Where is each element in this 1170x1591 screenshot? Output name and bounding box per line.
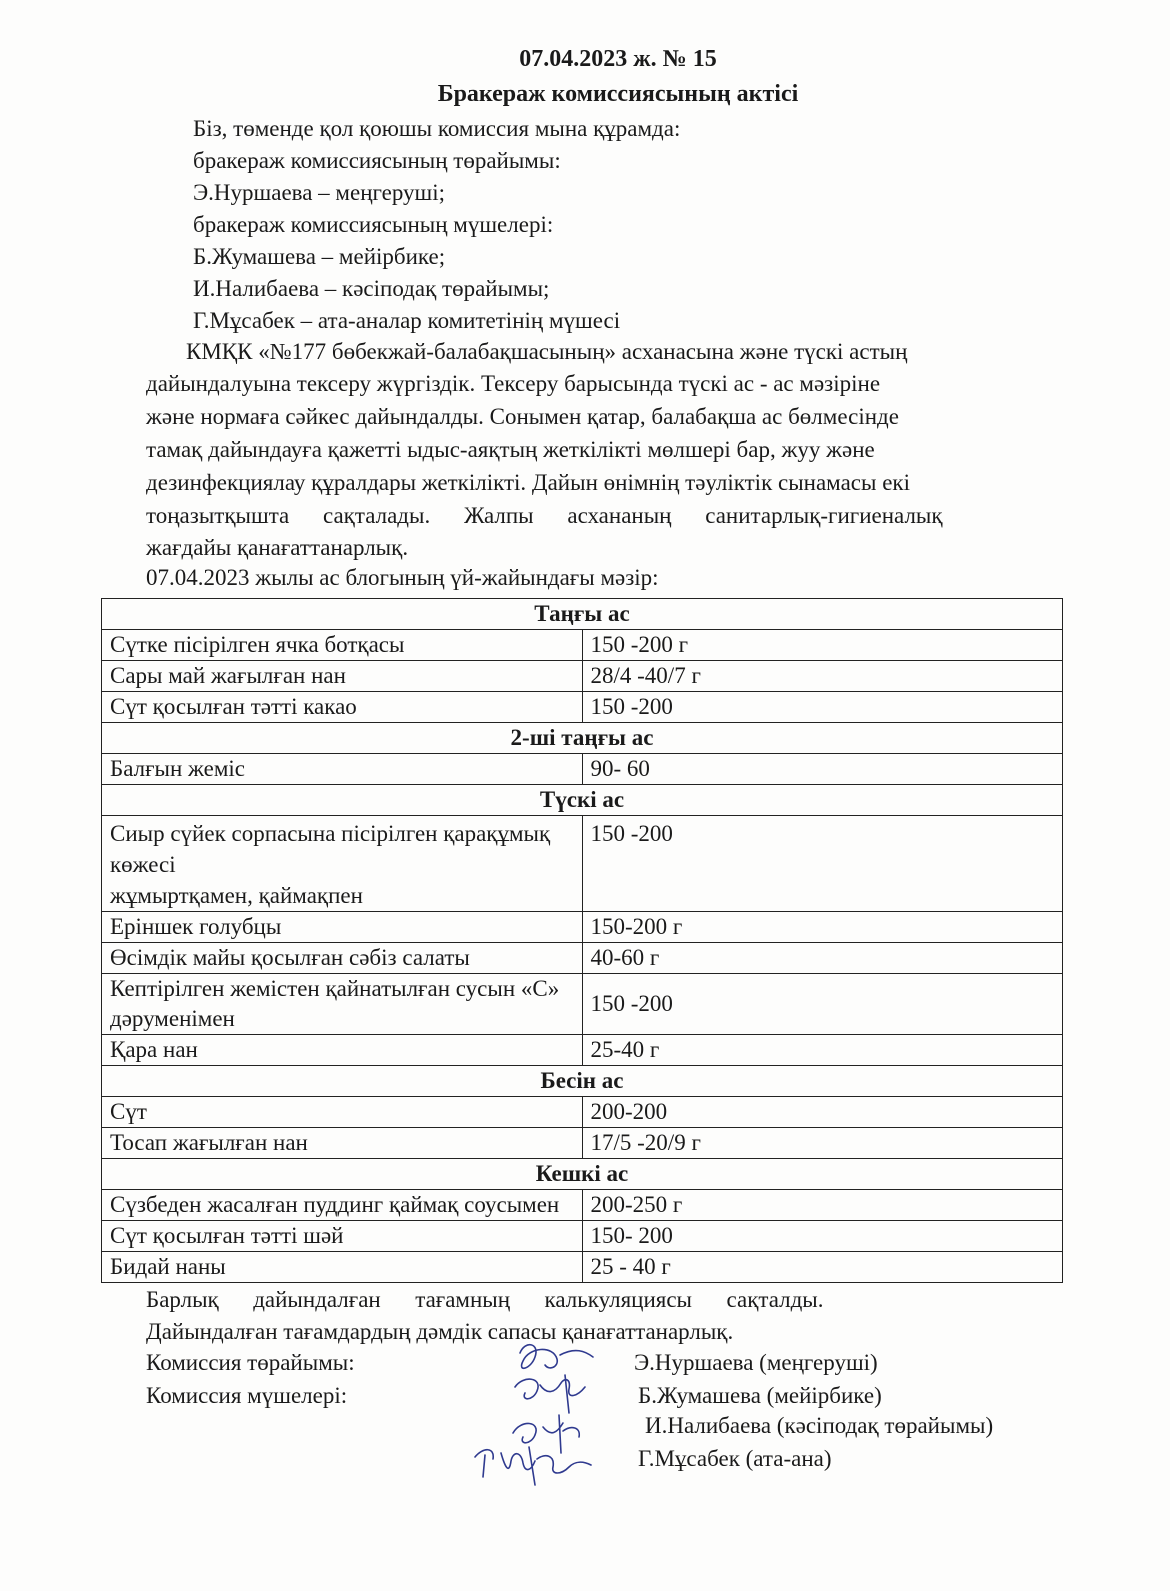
dish-quantity: 150-200 г (582, 912, 1063, 943)
table-section-row (102, 785, 1063, 816)
dish-quantity: 25 - 40 г (582, 1252, 1063, 1283)
table-row (102, 630, 1063, 661)
intro-line: бракераж комиссиясының төрайымы: (193, 148, 561, 173)
table-section-row (102, 1159, 1063, 1190)
table-row (102, 974, 1063, 1035)
signatory-name: Б.Жумашева (мейірбике) (638, 1383, 882, 1408)
dish-quantity: 150 -200 (582, 692, 1063, 723)
dish-quantity: 90- 60 (582, 754, 1063, 785)
table-row (102, 1221, 1063, 1252)
signatory-name: Г.Мұсабек (ата-ана) (638, 1446, 832, 1471)
section-dinner: Кешкі ас (102, 1159, 1063, 1190)
paragraph-line: және нормаға сәйкес дайындалды. Сонымен қатар, балабақша ас бөлмесінде (146, 404, 899, 429)
dish-name: Сары май жағылған нан (102, 661, 583, 692)
dish-name-line: жұмыртқамен, қаймақпен (110, 883, 363, 908)
intro-line: Г.Мұсабек – ата-аналар комитетінің мүшесі (193, 308, 621, 333)
dish-name: Бидай наны (102, 1252, 583, 1283)
dish-name: Сүзбеден жасалған пуддинг қаймақ соусымен (102, 1190, 583, 1221)
table-row (102, 1252, 1063, 1283)
dish-quantity: 150 -200 г (582, 630, 1063, 661)
table-row (102, 1190, 1063, 1221)
dish-quantity: 200-250 г (582, 1190, 1063, 1221)
dish-name: Сүт қосылған тәтті шәй (102, 1221, 583, 1252)
footer-line: Барлық дайындалған тағамның калькуляциясы сақталды. (146, 1287, 824, 1312)
menu-intro: 07.04.2023 жылы ас блогының үй-жайындағы мәзір: (146, 565, 659, 590)
dish-name: Балғын жеміс (102, 754, 583, 785)
table-row (102, 692, 1063, 723)
dish-quantity: 28/4 -40/7 г (582, 661, 1063, 692)
paragraph-line: жағдайы қанағаттанарлық. (146, 535, 409, 560)
paragraph-line: дайындалуына тексеру жүргіздік. Тексеру барысында түскі ас - ас мәзіріне (146, 371, 881, 396)
intro-line: Э.Нуршаева – меңгеруші; (193, 180, 446, 205)
signature-stroke (475, 1447, 591, 1485)
dish-quantity: 150 -200 (582, 816, 1063, 912)
dish-name: Еріншек голубцы (102, 912, 583, 943)
dish-name: Кептірілген жемістен қайнатылған сусын «С» дәруменімен (102, 974, 583, 1035)
dish-quantity: 150- 200 (582, 1221, 1063, 1252)
dish-name: Қара нан (102, 1035, 583, 1066)
section-second-breakfast: 2-ші таңғы ас (102, 723, 1063, 754)
signature-stroke (520, 1345, 593, 1369)
paragraph-line: тамақ дайындауға қажетті ыдыс-аяқтың жеткілікті мөлшері бар, жуу және (146, 437, 875, 462)
dish-quantity: 40-60 г (582, 943, 1063, 974)
table-row (102, 1128, 1063, 1159)
act-title: Бракераж комиссиясының актісі (437, 81, 799, 107)
table-row (102, 1097, 1063, 1128)
dish-quantity: 150 -200 (582, 974, 1063, 1035)
footer-line: Дайындалған тағамдардың дәмдік сапасы қанағаттанарлық. (146, 1319, 734, 1344)
table-row (102, 943, 1063, 974)
signature-stroke (515, 1375, 585, 1413)
members-label: Комиссия мүшелері: (146, 1383, 348, 1408)
paragraph-line: дезинфекциялау құралдары жеткілікті. Дайын өнімнің тәуліктік сынамасы екі (146, 470, 910, 495)
table-section-row (102, 1066, 1063, 1097)
dish-name (102, 816, 583, 912)
handwritten-signatures (465, 1335, 615, 1490)
dish-quantity: 200-200 (582, 1097, 1063, 1128)
dish-name-line: Сиыр сүйек сорпасына пісірілген қарақұмық көжесі (110, 821, 551, 877)
dish-name: Сүтке пісірілген ячка ботқасы (102, 630, 583, 661)
dish-quantity: 25-40 г (582, 1035, 1063, 1066)
table-row (102, 1035, 1063, 1066)
dish-name: Өсімдік майы қосылған сәбіз салаты (102, 943, 583, 974)
dish-name: Тосап жағылған нан (102, 1128, 583, 1159)
table-row (102, 754, 1063, 785)
table-section-row (102, 723, 1063, 754)
section-breakfast: Таңғы ас (102, 599, 1063, 630)
chair-label: Комиссия төрайымы: (146, 1350, 355, 1375)
signatory-name: Э.Нуршаева (меңгеруші) (634, 1350, 878, 1375)
paragraph-line: КМҚК «№177 бөбекжай-балабақшасының» асханасына және түскі астың (186, 339, 908, 364)
intro-line: Б.Жумашева – мейірбике; (193, 244, 446, 269)
section-afternoon-snack: Бесін ас (102, 1066, 1063, 1097)
intro-line: Біз, төменде қол қоюшы комиссия мына құрамда: (193, 116, 681, 141)
section-lunch: Түскі ас (102, 785, 1063, 816)
dish-name: Сүт (102, 1097, 583, 1128)
table-row (102, 912, 1063, 943)
table-row (102, 816, 1063, 912)
intro-line: И.Налибаева – кәсіподақ төрайымы; (193, 276, 550, 301)
dish-quantity: 17/5 -20/9 г (582, 1128, 1063, 1159)
paragraph-line: тоңазытқышта сақталады. Жалпы асхананың санитарлық-гигиеналық (146, 503, 943, 528)
signature-stroke (513, 1415, 579, 1453)
dish-name: Сүт қосылған тәтті какао (102, 692, 583, 723)
table-section-row (102, 599, 1063, 630)
intro-line: бракераж комиссиясының мүшелері: (193, 212, 554, 237)
menu-table (101, 598, 1063, 1283)
table-row (102, 661, 1063, 692)
act-date-number: 07.04.2023 ж. № 15 (519, 46, 717, 72)
signatory-name: И.Налибаева (кәсіподақ төрайымы) (645, 1413, 994, 1438)
